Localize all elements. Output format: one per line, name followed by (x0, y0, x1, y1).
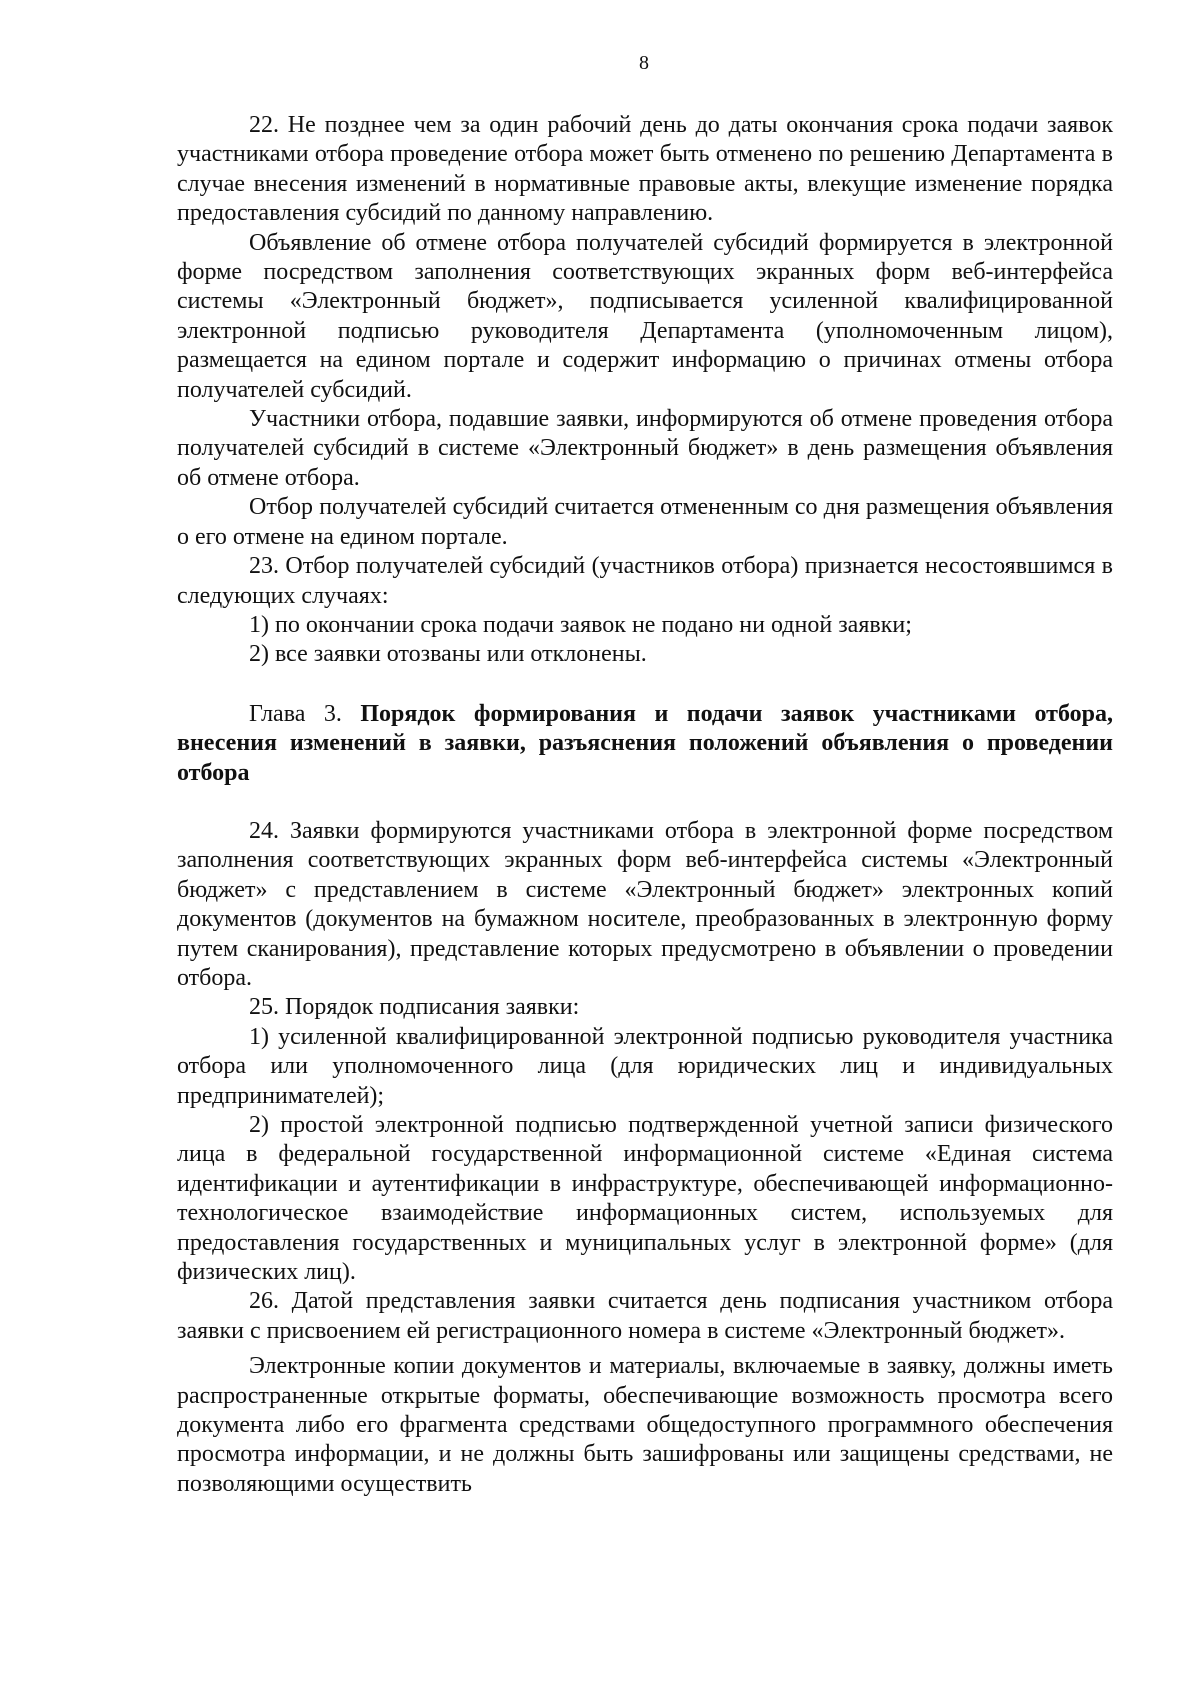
paragraph-23-item-1: 1) по окончании срока подачи заявок не подано ни одной заявки; (249, 611, 912, 638)
paragraph-25: 25. Порядок подписания заявки: (249, 994, 580, 1021)
paragraph-26: 26. Датой представления заявки считается день подписания участником отбора заявки с присвоением ей регистрационного номера в системе «Электронный бюджет». (177, 1288, 1113, 1344)
paragraph-22-participants: Участники отбора, подавшие заявки, информируются об отмене проведения отбора получателей субсидий в системе «Электронный бюджет» в день размещения объявления об отмене отбора. (177, 406, 1113, 491)
paragraph-24: 24. Заявки формируются участниками отбора в электронной форме посредством заполнения соответствующих экранных форм веб-интерфейса системы «Электронный бюджет» с представлением в системе «Электронный бюджет» электронных копий документов (документов на бумажном носителе, преобразованных в электронную форму путем сканирования), представление которых предусмотрено в объявлении о проведении отбора. (177, 817, 1113, 991)
chapter-title: Порядок формирования и подачи заявок участниками отбора, внесения изменений в заявки, разъяснения положений объявления о проведении отбора (177, 700, 1113, 786)
paragraph-26-copies: Электронные копии документов и материалы, включаемые в заявку, должны иметь распространенные открытые форматы, обеспечивающие возможность просмотра всего документа либо его фрагмента средствами общедоступного программного обеспечения просмотра информации, и не должны быть зашифрованы или защищены средствами, не позволяющими осуществить (177, 1353, 1113, 1497)
paragraph-22: 22. Не позднее чем за один рабочий день до даты окончания срока подачи заявок участниками отбора проведение отбора может быть отменено по решению Департамента в случае внесения изменений в нормативные правовые акты, влекущие изменение порядка предоставления субсидий по данному направлению. (177, 112, 1113, 227)
chapter-prefix: Глава 3. (249, 700, 361, 727)
paragraph-23: 23. Отбор получателей субсидий (участников отбора) признается несостоявшимся в следующих случаях: (177, 553, 1113, 609)
paragraph-25-item-1: 1) усиленной квалифицированной электронной подписью руководителя участника отбора или уполномоченного лица (для юридических лиц и индивидуальных предпринимателей); (177, 1023, 1113, 1109)
paragraph-25-item-2: 2) простой электронной подписью подтвержденной учетной записи физического лица в федеральной государственной информационной системе «Единая система идентификации и аутентификации в инфраструктуре, обеспечивающей информационно-технологическое взаимодействие информационных систем, используемых для предоставления государственных и муниципальных услуг в электронной форме» (для физических лиц). (177, 1112, 1113, 1286)
paragraph-22-announcement: Объявление об отмене отбора получателей субсидий формируется в электронной форме посредством заполнения соответствующих экранных форм веб-интерфейса системы «Электронный бюджет», подписывается усиленной квалифицированной электронной подписью руководителя Департамента (уполномоченным лицом), размещается на едином портале и содержит информацию о причинах отмены отбора получателей субсидий. (177, 229, 1113, 403)
chapter-heading (177, 700, 1113, 788)
paragraph-23-item-2: 2) все заявки отозваны или отклонены. (249, 641, 647, 668)
page-number: 8 (639, 52, 649, 74)
document-body (177, 111, 1113, 1499)
paragraph-22-cancelled: Отбор получателей субсидий считается отмененным со дня размещения объявления о его отмене на едином портале. (177, 494, 1113, 550)
